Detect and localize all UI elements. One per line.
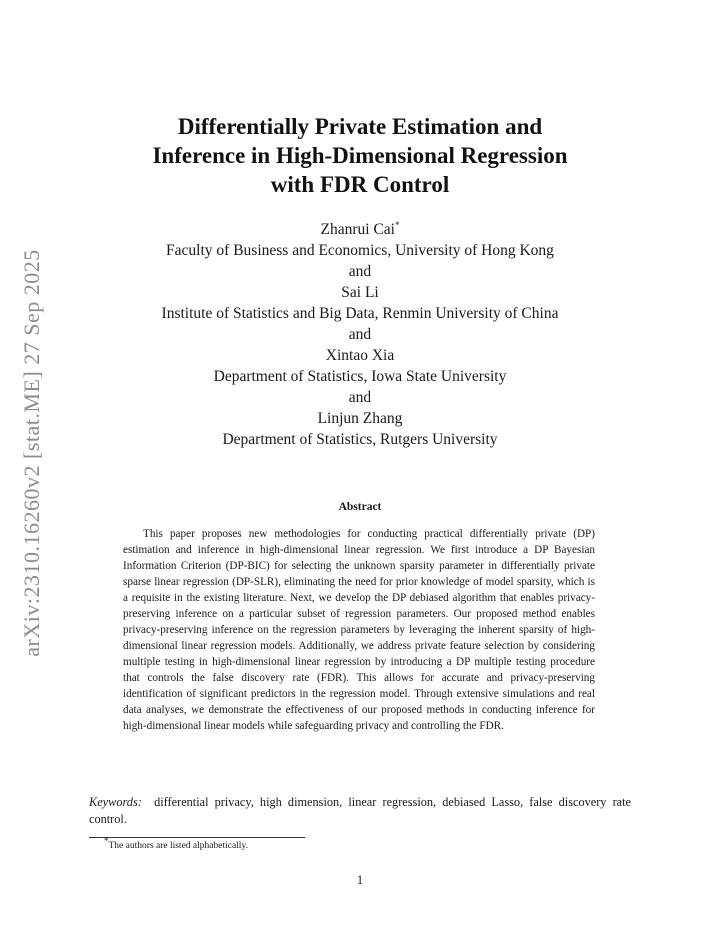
author-separator: and (348, 389, 372, 406)
author-separator: and (348, 263, 372, 280)
keywords-text: differential privacy, high dimension, linear regression, debiased Lasso, false discovery rate control. (89, 795, 632, 826)
title-line: Inference in High-Dimensional Regression (152, 143, 568, 168)
author-entry (60, 219, 660, 240)
footnote-text: The authors are listed alphabetically. (108, 841, 248, 851)
keywords-label: Keywords: (89, 795, 142, 809)
footnote-rule (89, 837, 305, 838)
footnote-mark: * (104, 835, 109, 846)
author-name: Sai Li (341, 284, 379, 301)
author-affiliation: Faculty of Business and Economics, University of Hong Kong (166, 242, 554, 259)
arxiv-identifier-stamp: arXiv:2310.16260v2 [stat.ME] 27 Sep 2025 (19, 249, 44, 657)
abstract-body: This paper proposes new methodologies for conducting practical differentially private (DP) estimation and inference in high-dimensional linear regression. We first introduce a DP Bayesian Information Criterion (DP-BIC) for selecting the unknown sparsity parameter in differentially private sparse linear regression (DP-SLR), eliminating the need for prior knowledge of model sparsity, which is a requisite in the existing literature. Next, we develop the DP debiased algorithm that enables privacy-preserving inference on a particular subset of regression parameters. Our proposed method enables privacy-preserving inference on the regression parameters by leveraging the inherent sparsity of high-dimensional linear regression models. Additionally, we address private feature selection by considering multiple testing in high-dimensional linear regression by introducing a DP multiple testing procedure that controls the false discovery rate (FDR). This allows for accurate and privacy-preserving identification of significant predictors in the regression model. Through extensive simulations and real data analyses, we demonstrate the effectiveness of our proposed methods in conducting inference for high-dimensional linear models while safeguarding privacy and controlling the FDR. (123, 528, 595, 732)
title-line: Differentially Private Estimation and (177, 114, 543, 139)
author-name: Zhanrui Cai (320, 221, 395, 238)
author-affiliation: Institute of Statistics and Big Data, Renmin University of China (161, 305, 559, 322)
footnote (104, 835, 248, 852)
author-name: Linjun Zhang (317, 410, 403, 427)
author-separator: and (348, 326, 372, 343)
author-footnote-mark: * (394, 219, 400, 230)
paper-title (60, 112, 660, 199)
author-affiliation: Department of Statistics, Iowa State University (213, 368, 507, 385)
keywords-line (89, 794, 631, 828)
abstract-heading: Abstract (338, 501, 382, 513)
author-block (60, 219, 660, 450)
author-affiliation: Department of Statistics, Rutgers University (222, 431, 498, 448)
title-line: with FDR Control (270, 172, 450, 197)
author-name: Xintao Xia (325, 347, 395, 364)
page-number: 1 (356, 873, 364, 887)
